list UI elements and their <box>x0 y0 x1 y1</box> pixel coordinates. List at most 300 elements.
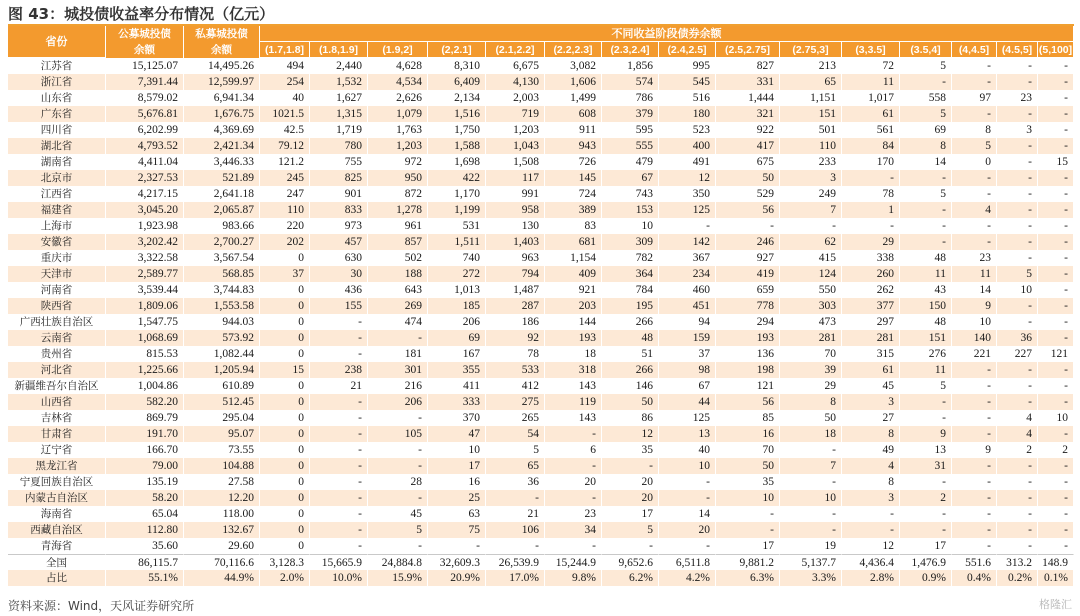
table-cell: 338 <box>842 250 900 266</box>
table-cell: 350 <box>659 186 716 202</box>
table-cell: 10 <box>952 314 997 330</box>
table-cell: - <box>545 490 602 506</box>
table-cell: 121 <box>1038 346 1074 362</box>
total-cell: 70,116.6 <box>184 554 260 570</box>
total-label: 全国 <box>8 554 106 570</box>
table-cell: - <box>1038 138 1074 154</box>
table-cell: 573.92 <box>184 330 260 346</box>
table-cell: 92 <box>486 330 545 346</box>
table-cell: 195 <box>602 298 659 314</box>
province-name: 山东省 <box>8 90 106 106</box>
table-cell: 457 <box>310 234 368 250</box>
table-cell: - <box>842 170 900 186</box>
table-cell: 23 <box>545 506 602 522</box>
header-bucket: (4,4.5] <box>952 42 997 58</box>
total-cell: 9,881.2 <box>716 554 780 570</box>
table-cell: 681 <box>545 234 602 250</box>
table-cell: 675 <box>716 154 780 170</box>
table-cell: 15 <box>1038 154 1074 170</box>
table-cell: 4,217.15 <box>106 186 184 202</box>
header-bucket: (1.7,1.8] <box>260 42 310 58</box>
table-cell: 36 <box>997 330 1038 346</box>
table-cell: - <box>1038 426 1074 442</box>
province-name: 广西壮族自治区 <box>8 314 106 330</box>
table-cell: 58.20 <box>106 490 184 506</box>
table-cell: 17 <box>428 458 486 474</box>
table-cell: 740 <box>428 250 486 266</box>
table-cell: - <box>900 506 952 522</box>
table-cell: 0 <box>260 378 310 394</box>
table-cell: 4,369.69 <box>184 122 260 138</box>
table-cell: 142 <box>659 234 716 250</box>
table-cell: 9 <box>952 442 997 458</box>
table-cell: 1,719 <box>310 122 368 138</box>
table-cell: 86 <box>602 410 659 426</box>
table-cell: 8 <box>900 138 952 154</box>
table-cell: 529 <box>716 186 780 202</box>
table-cell: 815.53 <box>106 346 184 362</box>
table-cell: 97 <box>952 90 997 106</box>
table-cell: 155 <box>310 298 368 314</box>
table-cell: 35 <box>602 442 659 458</box>
header-bucket: (3,3.5] <box>842 42 900 58</box>
table-cell: - <box>716 522 780 538</box>
table-cell: - <box>997 58 1038 74</box>
total-cell: 313.2 <box>997 554 1038 570</box>
header-province: 省份 <box>8 26 106 58</box>
table-cell: - <box>368 458 428 474</box>
table-cell: - <box>310 538 368 554</box>
table-cell: 755 <box>310 154 368 170</box>
header-bucket: (2.2,2.3] <box>545 42 602 58</box>
table-cell: 104.88 <box>184 458 260 474</box>
table-cell: - <box>997 170 1038 186</box>
table-cell: 1,588 <box>428 138 486 154</box>
table-cell: 67 <box>659 378 716 394</box>
table-cell: 294 <box>716 314 780 330</box>
table-cell: 98 <box>659 362 716 378</box>
table-cell: 146 <box>602 378 659 394</box>
table-cell: 95.07 <box>184 426 260 442</box>
table-cell: 1,043 <box>486 138 545 154</box>
total-cell: 5,137.7 <box>780 554 842 570</box>
table-cell: 6,409 <box>428 74 486 90</box>
table-cell: 1,809.06 <box>106 298 184 314</box>
table-cell: 3,322.58 <box>106 250 184 266</box>
table-cell: 0 <box>260 506 310 522</box>
table-cell: - <box>842 522 900 538</box>
table-cell: 144 <box>545 314 602 330</box>
table-cell: 110 <box>260 202 310 218</box>
table-cell: - <box>952 106 997 122</box>
table-cell: 9 <box>952 298 997 314</box>
table-cell: 281 <box>780 330 842 346</box>
table-cell: - <box>900 74 952 90</box>
table-cell: - <box>310 442 368 458</box>
table-cell: 558 <box>900 90 952 106</box>
table-cell: 3 <box>780 170 842 186</box>
table-cell: 1,068.69 <box>106 330 184 346</box>
source-note: 资料来源：Wind，天风证券研究所 <box>8 599 195 613</box>
table-cell: 181 <box>368 346 428 362</box>
table-cell: 833 <box>310 202 368 218</box>
table-cell: 1,511 <box>428 234 486 250</box>
table-cell: 5 <box>900 106 952 122</box>
table-cell: 911 <box>545 122 602 138</box>
province-name: 贵州省 <box>8 346 106 362</box>
table-cell: 944.03 <box>184 314 260 330</box>
table-cell: 1021.5 <box>260 106 310 122</box>
table-cell: 1,004.86 <box>106 378 184 394</box>
table-cell: - <box>952 362 997 378</box>
table-cell: 216 <box>368 378 428 394</box>
table-cell: - <box>1038 474 1074 490</box>
table-cell: 4,628 <box>368 58 428 74</box>
table-cell: 29.60 <box>184 538 260 554</box>
table-cell: - <box>900 234 952 250</box>
table-cell: 778 <box>716 298 780 314</box>
ratio-cell: 0.9% <box>900 570 952 586</box>
table-cell: 1,199 <box>428 202 486 218</box>
table-cell: 318 <box>545 362 602 378</box>
header-public-line1: 公募城投债 <box>106 26 184 42</box>
table-cell: 0 <box>260 314 310 330</box>
table-cell: 45 <box>842 378 900 394</box>
table-cell: - <box>997 154 1038 170</box>
table-cell: 4,793.52 <box>106 138 184 154</box>
table-cell: 409 <box>545 266 602 282</box>
table-cell: 136 <box>716 346 780 362</box>
header-bucket: (1.9,2] <box>368 42 428 58</box>
table-cell: 254 <box>260 74 310 90</box>
table-cell: 2 <box>997 442 1038 458</box>
table-cell: 561 <box>842 122 900 138</box>
table-cell: 153 <box>602 202 659 218</box>
province-name: 陕西省 <box>8 298 106 314</box>
ratio-cell: 6.3% <box>716 570 780 586</box>
table-cell: 83 <box>545 218 602 234</box>
table-cell: - <box>310 490 368 506</box>
table-cell: 3,744.83 <box>184 282 260 298</box>
table-cell: - <box>900 218 952 234</box>
table-cell: 47 <box>428 426 486 442</box>
table-cell: - <box>952 538 997 554</box>
table-cell: - <box>997 314 1038 330</box>
table-cell: - <box>997 522 1038 538</box>
table-cell: 12 <box>842 538 900 554</box>
table-cell: 73.55 <box>184 442 260 458</box>
table-cell: 364 <box>602 266 659 282</box>
table-cell: - <box>310 506 368 522</box>
province-name: 甘肃省 <box>8 426 106 442</box>
table-cell: 10 <box>716 490 780 506</box>
total-cell: 4,436.4 <box>842 554 900 570</box>
table-cell: 27.58 <box>184 474 260 490</box>
table-cell: 287 <box>486 298 545 314</box>
ratio-cell: 15.9% <box>368 570 428 586</box>
table-cell: 630 <box>310 250 368 266</box>
table-cell: 0 <box>260 410 310 426</box>
table-cell: 1,532 <box>310 74 368 90</box>
table-cell: 983.66 <box>184 218 260 234</box>
header-bucket: (3.5,4] <box>900 42 952 58</box>
total-cell: 26,539.9 <box>486 554 545 570</box>
table-cell: 972 <box>368 154 428 170</box>
table-cell: - <box>780 218 842 234</box>
table-cell: 827 <box>716 58 780 74</box>
table-cell: 12 <box>659 170 716 186</box>
table-cell: 29 <box>842 234 900 250</box>
table-cell: - <box>997 106 1038 122</box>
province-name: 黑龙江省 <box>8 458 106 474</box>
table-cell: - <box>368 490 428 506</box>
table-cell: 69 <box>900 122 952 138</box>
table-cell: 786 <box>602 90 659 106</box>
yield-distribution-table <box>8 26 1074 594</box>
table-cell: - <box>1038 506 1074 522</box>
table-cell: 44 <box>659 394 716 410</box>
table-cell: 135.19 <box>106 474 184 490</box>
table-cell: 422 <box>428 170 486 186</box>
header-bucket: (2.5,2.75] <box>716 42 780 58</box>
table-cell: 4 <box>997 426 1038 442</box>
table-cell: - <box>952 522 997 538</box>
table-cell: 419 <box>716 266 780 282</box>
ratio-cell: 4.2% <box>659 570 716 586</box>
table-cell: 246 <box>716 234 780 250</box>
table-cell: 14 <box>952 282 997 298</box>
table-cell: 20 <box>545 474 602 490</box>
table-cell: 1,516 <box>428 106 486 122</box>
table-cell: 5 <box>368 522 428 538</box>
table-cell: 30 <box>310 266 368 282</box>
header-bucket: (2,2.1] <box>428 42 486 58</box>
table-cell: 5 <box>486 442 545 458</box>
table-cell: 2,589.77 <box>106 266 184 282</box>
table-cell: 724 <box>545 186 602 202</box>
table-cell: - <box>952 458 997 474</box>
table-cell: 608 <box>545 106 602 122</box>
ratio-cell: 2.8% <box>842 570 900 586</box>
ratio-cell: 3.3% <box>780 570 842 586</box>
table-cell: - <box>1038 298 1074 314</box>
table-cell: 17 <box>716 538 780 554</box>
table-cell: 301 <box>368 362 428 378</box>
table-cell: 0 <box>260 458 310 474</box>
table-cell: - <box>780 506 842 522</box>
table-cell: 10 <box>659 458 716 474</box>
table-cell: 0 <box>260 442 310 458</box>
province-name: 内蒙古自治区 <box>8 490 106 506</box>
table-cell: 121 <box>716 378 780 394</box>
ratio-cell: 0.1% <box>1038 570 1074 586</box>
table-cell: - <box>310 522 368 538</box>
ratio-cell: 9.8% <box>545 570 602 586</box>
table-cell: 5 <box>900 186 952 202</box>
table-cell: 8 <box>842 426 900 442</box>
header-bucket: (2.3,2.4] <box>602 42 659 58</box>
table-cell: 11 <box>842 74 900 90</box>
table-cell: - <box>1038 218 1074 234</box>
total-cell: 551.6 <box>952 554 997 570</box>
table-cell: 5 <box>900 378 952 394</box>
table-cell: 56 <box>716 394 780 410</box>
ratio-cell: 55.1% <box>106 570 184 586</box>
table-cell: 220 <box>260 218 310 234</box>
table-cell: 151 <box>780 106 842 122</box>
table-cell: 0 <box>260 346 310 362</box>
table-cell: 295.04 <box>184 410 260 426</box>
table-cell: 16 <box>716 426 780 442</box>
province-name: 河南省 <box>8 282 106 298</box>
table-cell: - <box>310 426 368 442</box>
table-cell: - <box>368 442 428 458</box>
table-cell: 50 <box>602 394 659 410</box>
ratio-cell: 20.9% <box>428 570 486 586</box>
table-cell: 40 <box>260 90 310 106</box>
table-cell: - <box>952 378 997 394</box>
table-cell: 1,856 <box>602 58 659 74</box>
table-cell: 794 <box>486 266 545 282</box>
table-cell: 166.70 <box>106 442 184 458</box>
table-cell: 0 <box>260 330 310 346</box>
table-cell: 6,941.34 <box>184 90 260 106</box>
table-cell: 1,203 <box>486 122 545 138</box>
table-cell: 234 <box>659 266 716 282</box>
table-cell: 377 <box>842 298 900 314</box>
table-cell: - <box>1038 458 1074 474</box>
table-cell: 65 <box>780 74 842 90</box>
table-cell: 17 <box>900 538 952 554</box>
table-cell: 1,547.75 <box>106 314 184 330</box>
table-cell: - <box>997 298 1038 314</box>
table-cell: 1,698 <box>428 154 486 170</box>
table-cell: 12,599.97 <box>184 74 260 90</box>
table-cell: 10 <box>997 282 1038 298</box>
table-cell: - <box>900 202 952 218</box>
table-cell: 2,700.27 <box>184 234 260 250</box>
table-cell: 869.79 <box>106 410 184 426</box>
table-cell: 782 <box>602 250 659 266</box>
table-cell: - <box>780 474 842 490</box>
table-cell: 643 <box>368 282 428 298</box>
table-cell: 20 <box>659 522 716 538</box>
ratio-cell: 10.0% <box>310 570 368 586</box>
table-cell: - <box>997 394 1038 410</box>
table-cell: 48 <box>900 250 952 266</box>
table-cell: 4 <box>952 202 997 218</box>
table-cell: 110 <box>780 138 842 154</box>
table-cell: 19 <box>780 538 842 554</box>
table-cell: 1,487 <box>486 282 545 298</box>
table-cell: 927 <box>716 250 780 266</box>
table-cell: 2,440 <box>310 58 368 74</box>
table-cell: 0 <box>260 282 310 298</box>
table-cell: - <box>1038 330 1074 346</box>
table-cell: 726 <box>545 154 602 170</box>
table-cell: 2,003 <box>486 90 545 106</box>
table-cell: 70 <box>780 346 842 362</box>
table-cell: - <box>368 538 428 554</box>
table-cell: - <box>997 186 1038 202</box>
table-cell: 582.20 <box>106 394 184 410</box>
table-cell: 227 <box>997 346 1038 362</box>
table-cell: 14 <box>900 154 952 170</box>
table-cell: 1,203 <box>368 138 428 154</box>
table-cell: 659 <box>716 282 780 298</box>
total-cell: 9,652.6 <box>602 554 659 570</box>
table-cell: 411 <box>428 378 486 394</box>
total-cell: 32,609.3 <box>428 554 486 570</box>
table-cell: 276 <box>900 346 952 362</box>
table-cell: - <box>1038 74 1074 90</box>
province-name: 山西省 <box>8 394 106 410</box>
table-cell: 0 <box>260 538 310 554</box>
ratio-label: 占比 <box>8 570 106 586</box>
table-cell: 8 <box>842 474 900 490</box>
table-cell: 78 <box>486 346 545 362</box>
table-cell: 610.89 <box>184 378 260 394</box>
table-cell: 117 <box>486 170 545 186</box>
table-cell: 502 <box>368 250 428 266</box>
table-cell: 275 <box>486 394 545 410</box>
table-cell: 5 <box>900 58 952 74</box>
table-cell: 963 <box>486 250 545 266</box>
table-cell: - <box>997 490 1038 506</box>
table-cell: 1,606 <box>545 74 602 90</box>
table-cell: - <box>780 522 842 538</box>
table-cell: 3,567.54 <box>184 250 260 266</box>
table-cell: 48 <box>900 314 952 330</box>
table-cell: 37 <box>260 266 310 282</box>
table-cell: 36 <box>486 474 545 490</box>
table-cell: 3,045.20 <box>106 202 184 218</box>
table-cell: 262 <box>842 282 900 298</box>
table-cell: 474 <box>368 314 428 330</box>
table-cell: - <box>368 330 428 346</box>
table-cell: 501 <box>780 122 842 138</box>
table-cell: 545 <box>659 74 716 90</box>
table-cell: - <box>952 506 997 522</box>
table-cell: 6 <box>545 442 602 458</box>
table-cell: - <box>952 74 997 90</box>
table-cell: - <box>716 218 780 234</box>
province-name: 安徽省 <box>8 234 106 250</box>
province-name: 宁夏回族自治区 <box>8 474 106 490</box>
table-cell: 4 <box>842 458 900 474</box>
table-cell: 34 <box>545 522 602 538</box>
table-cell: 14,495.26 <box>184 58 260 74</box>
table-cell: 72 <box>842 58 900 74</box>
province-name: 湖南省 <box>8 154 106 170</box>
table-cell: - <box>952 170 997 186</box>
table-cell: 950 <box>368 170 428 186</box>
province-name: 云南省 <box>8 330 106 346</box>
table-cell: - <box>952 58 997 74</box>
header-bucket: (2.75,3] <box>780 42 842 58</box>
table-cell: 18 <box>545 346 602 362</box>
table-cell: 151 <box>900 330 952 346</box>
table-cell: 6,202.99 <box>106 122 184 138</box>
table-cell: 331 <box>716 74 780 90</box>
table-cell: 84 <box>842 138 900 154</box>
table-cell: - <box>545 538 602 554</box>
table-cell: - <box>952 394 997 410</box>
table-cell: 43 <box>900 282 952 298</box>
table-cell: 125 <box>659 410 716 426</box>
table-cell: 1,082.44 <box>184 346 260 362</box>
province-name: 江西省 <box>8 186 106 202</box>
